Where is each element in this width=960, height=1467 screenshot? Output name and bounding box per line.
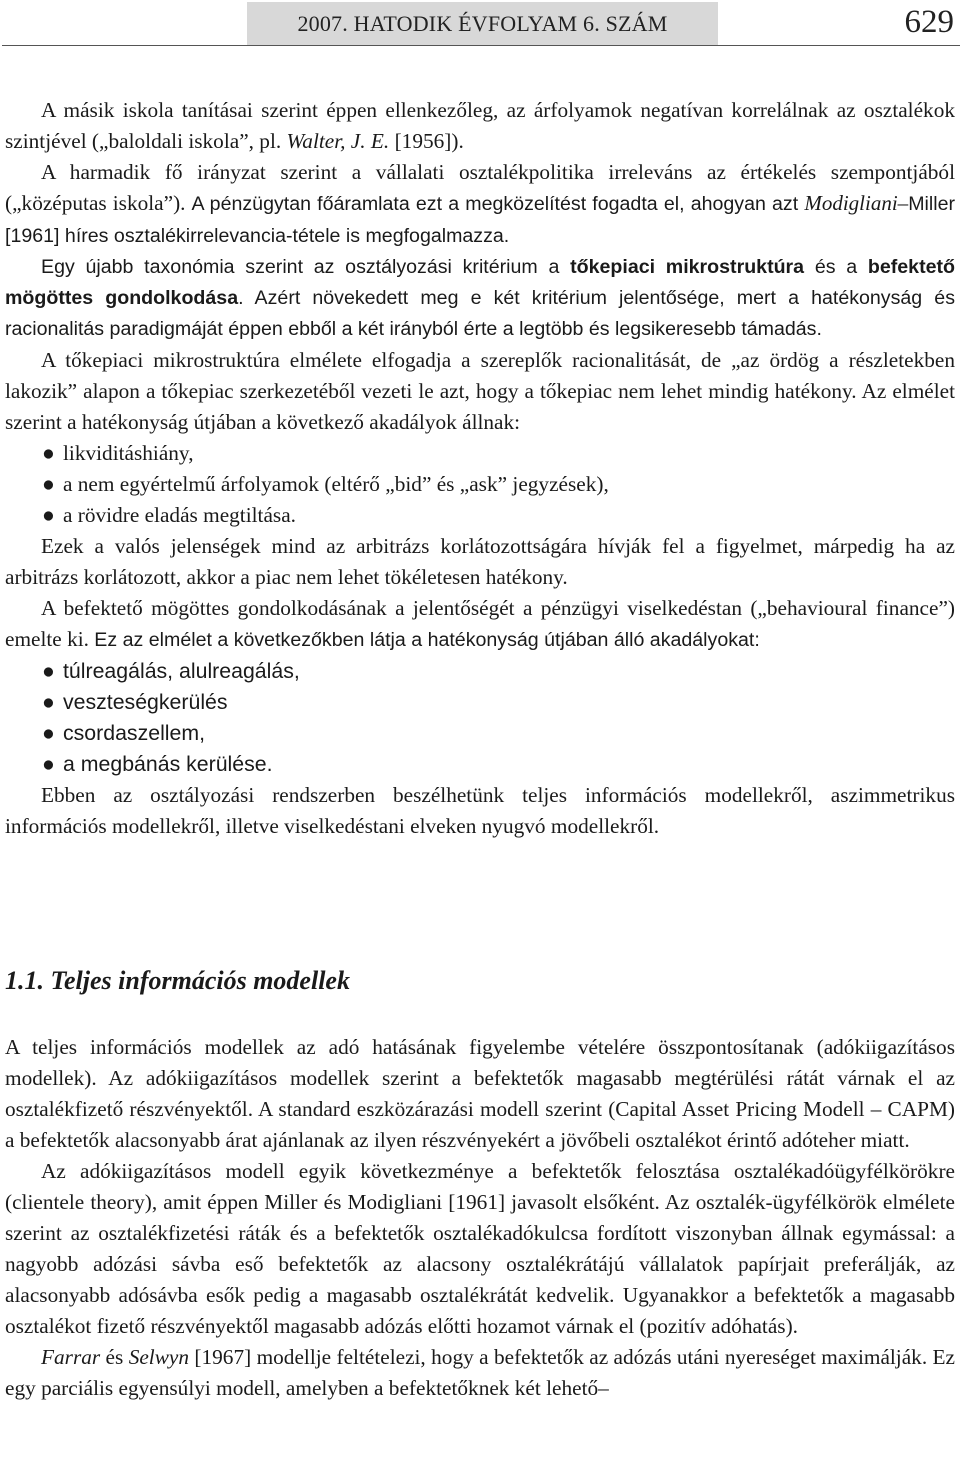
body-text [5, 95, 955, 842]
text-run: A pénzügytan főáramlata ezt a megközelítést fogadta el, ahogyan azt [191, 193, 805, 215]
author-name: Farrar [41, 1345, 101, 1369]
paragraph-farrar-selwyn [5, 1342, 955, 1404]
author-name: Selwyn [128, 1345, 190, 1369]
list-item-text: likviditáshiány, [63, 441, 194, 465]
list-item-text: túlreagálás, alulreagálás, [63, 659, 300, 683]
list-item-text: a rövidre eladás megtiltása. [63, 503, 296, 527]
bullet-icon: ● [42, 441, 55, 465]
text-run: Miller [1961] híres osztalékirrelevancia-tétele is megfogalmazza. [5, 193, 955, 247]
bullet-icon: ● [42, 503, 55, 527]
behavioural-obstacles-list [5, 656, 955, 780]
paragraph-arbitrage: Ezek a valós jelenségek mind az arbitrázs korlátozottságára hívják fel a figyelmet, márpedig ha az arbitrázs korlátozott, akkor a piac nem lehet tökéletesen hatékony. [5, 534, 955, 589]
section-heading: 1.1. Teljes információs modellek [5, 966, 350, 995]
page-number: 629 [904, 4, 954, 40]
list-item-text: a megbánás kerülése. [63, 752, 273, 776]
text-run: [1956]). [389, 129, 464, 153]
text-run: A másik iskola tanításai szerint éppen ellenkezőleg, az árfolyamok negatívan korrelálnak az osztalékok szintjével („baloldali iskola”, pl. [5, 98, 955, 153]
bullet-icon: ● [42, 752, 55, 776]
paragraph-clientele-theory: Az adókiigazításos modell egyik következménye a befektetők felosztása osztalékadóügyfélkörökre (clientele theory), amit éppen Miller és Modigliani [1961] javasolt elsőként. Az osztalék-ügyfélkörök elmélete szerint az osztalékfizetési ráták és a befektetők osztalékadókulcsa fordított viszonyban állnak egymással: a nagyobb adózási sávba eső befektetők az alacsony osztalékrátájú vállalatok papírjait preferálják, az alacsonyabb adósávba esők pedig a magasabb osztalékrátát kedvelik. Ugyanakkor a befektetők a magasabb osztalékot fizető részvényektől magasabb adózás előtti hozamot várnak el (pozitív adóhatás). [5, 1159, 955, 1338]
bullet-icon: ● [42, 690, 55, 714]
paragraph-microstructure [5, 345, 955, 438]
list-item-text: csordaszellem, [63, 721, 206, 745]
paragraph-classification: Ebben az osztályozási rendszerben beszélhetünk teljes információs modellekről, aszimmetrikus információs modellekről, illetve viselkedéstani elveken nyugvó modellekről. [5, 783, 955, 838]
header-divider [2, 45, 960, 46]
paragraph-full-information: A teljes információs modellek az adó hatásának figyelembe vételére összpontosítanak (adókiigazításos modellek). Az adókiigazításos modellek szerint a befektetők magasabb megtérülési rátát várnak el az osztalékfizető részvényektől. A standard eszközárazási modell szerint (Capital Asset Pricing Modell – CAPM) a befektetők alacsonyabb árat ajánlanak az ilyen részvényekért a jövőbeli osztalékot érintő adóteher miatt. [5, 1035, 955, 1152]
list-item [5, 749, 955, 780]
journal-issue-banner: 2007. HATODIK ÉVFOLYAM 6. SZÁM [247, 2, 718, 46]
section-body [5, 1032, 955, 1404]
bullet-icon: ● [42, 721, 55, 745]
bullet-icon: ● [42, 659, 55, 683]
author-name: Walter, J. E. [286, 129, 390, 153]
text-run: A tőkepiaci mikrostruktúra elmélete elfogadja a szereplők racionalitását, de „az ördög a részletekben lakozik” alapon a tőkepiac szerkezetéből vezeti le azt, hogy a tőkepiac nem lehet mindig hatékony. [5, 348, 955, 403]
text-run: és a [804, 256, 868, 278]
list-item [5, 718, 955, 749]
list-item [5, 687, 955, 718]
list-item [5, 500, 955, 531]
page-header [0, 2, 960, 46]
paragraph-taxonomy [5, 252, 955, 345]
bold-term: tőkepiaci mikrostruktúra [570, 256, 805, 278]
text-run: A harmadik fő irányzat szerint a vállalati osztalékpolitika irreleváns az értékelés szempontjából („középutas iskola”). [5, 160, 955, 215]
text-run: . Azért növekedett meg e két kritérium jelentősége, mert a hatékonyság és racionalitás paradigmáját éppen ebből a két irányból érte a legtöbb és legsikeresebb támadás. [5, 287, 955, 340]
bold-term: befektető mögöttes gondolkodása [5, 256, 955, 309]
list-item-text: veszteségkerülés [63, 690, 228, 714]
list-item-text: a nem egyértelmű árfolyamok (eltérő „bid” és „ask” jegyzések), [63, 472, 609, 496]
text-run: és [100, 1345, 129, 1369]
obstacles-list [5, 438, 955, 531]
paragraph-middle-school [5, 157, 955, 252]
list-item [5, 469, 955, 500]
text-run: A befektető mögöttes gondolkodásának a jelentőségét a pénzügyi viselkedéstan („behavioural finance”) emelte ki. [5, 596, 955, 651]
text-run: Ez az elmélet a következőkben látja a hatékonyság útjában álló akadályokat: [94, 629, 760, 651]
bullet-icon: ● [42, 472, 55, 496]
author-name: Modigliani– [804, 191, 909, 215]
text-run: Egy újabb taxonómia szerint az osztályozási kritérium a [41, 256, 571, 278]
list-item [5, 438, 955, 469]
paragraph-behavioural [5, 593, 955, 656]
list-item [5, 656, 955, 687]
text-run: Az elmélet szerint a hatékonyság útjában a következő akadályok állnak: [5, 379, 955, 434]
paragraph-left-school [5, 95, 955, 157]
text-run: [1967] modellje feltételezi, hogy a befektetők az adózás utáni nyereséget maximálják. Ez egy parciális egyensúlyi modell, amelyben a befektetőknek két lehető– [5, 1345, 956, 1400]
